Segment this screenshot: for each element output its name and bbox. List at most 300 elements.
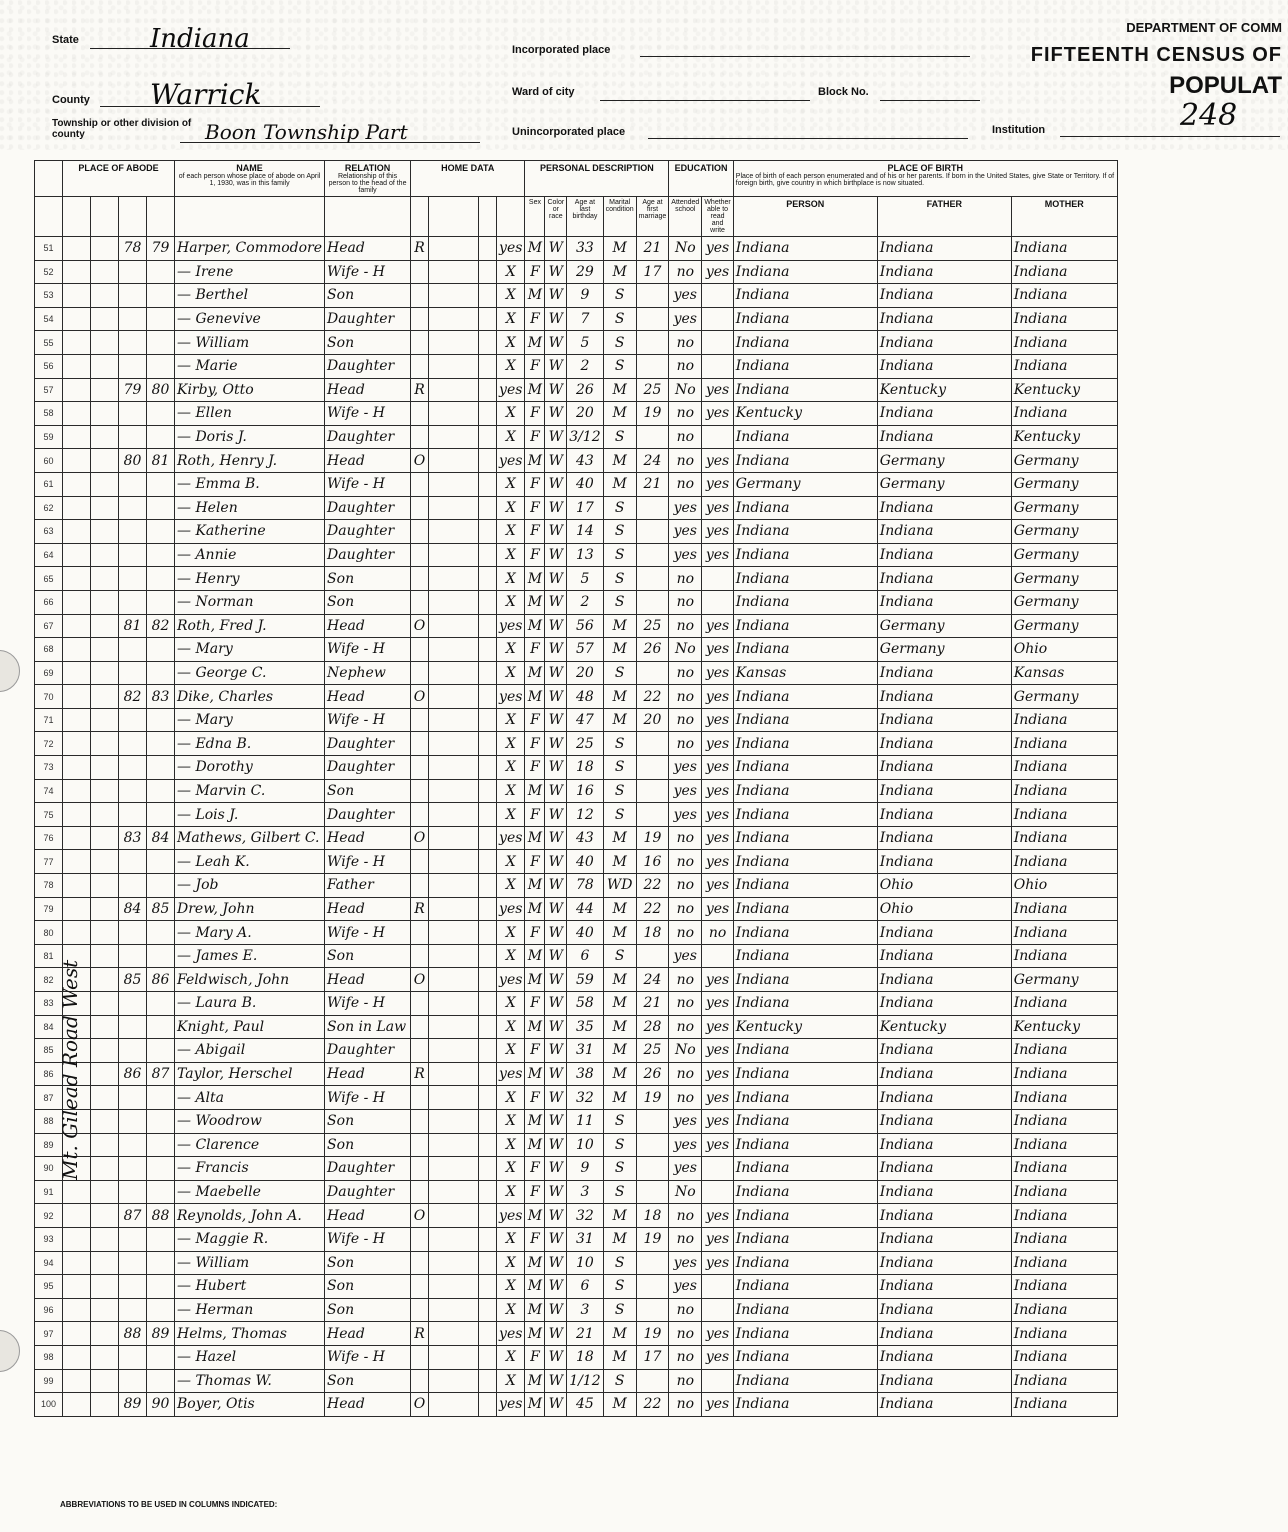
dwelling-number xyxy=(119,1369,147,1393)
race: W xyxy=(545,992,567,1016)
family-number xyxy=(147,1369,175,1393)
radio xyxy=(479,1322,497,1346)
home-value xyxy=(429,543,479,567)
radio xyxy=(479,685,497,709)
birthplace: Indiana xyxy=(733,520,877,544)
sub-radio xyxy=(479,197,497,237)
father-birthplace: Indiana xyxy=(877,520,1011,544)
person-name: — Clarence xyxy=(175,1133,325,1157)
house-number xyxy=(91,567,119,591)
relation: Son xyxy=(325,590,411,614)
sub-marital: Marital condition xyxy=(603,197,636,237)
table-row xyxy=(35,850,1118,874)
tenure xyxy=(411,1015,429,1039)
farm: yes xyxy=(497,1204,525,1228)
school: no xyxy=(669,354,702,378)
read-write: no xyxy=(702,921,733,945)
person-name: — Leah K. xyxy=(175,850,325,874)
father-birthplace: Indiana xyxy=(877,708,1011,732)
relation: Head xyxy=(325,826,411,850)
home-value xyxy=(429,520,479,544)
house-number xyxy=(91,284,119,308)
father-birthplace: Indiana xyxy=(877,307,1011,331)
father-birthplace: Indiana xyxy=(877,1204,1011,1228)
marital: S xyxy=(603,307,636,331)
line-number: 83 xyxy=(35,992,63,1016)
tenure xyxy=(411,520,429,544)
sex: F xyxy=(525,756,545,780)
read-write: yes xyxy=(702,968,733,992)
father-birthplace: Indiana xyxy=(877,1180,1011,1204)
table-row xyxy=(35,756,1118,780)
sex: M xyxy=(525,1298,545,1322)
farm: X xyxy=(497,472,525,496)
house-number xyxy=(91,520,119,544)
marital: S xyxy=(603,520,636,544)
line-number: 86 xyxy=(35,1062,63,1086)
radio xyxy=(479,1345,497,1369)
person-name: — George C. xyxy=(175,661,325,685)
mother-birthplace: Germany xyxy=(1011,520,1117,544)
sex: M xyxy=(525,237,545,261)
age: 20 xyxy=(567,661,603,685)
sub-school: Attended school xyxy=(669,197,702,237)
home-value xyxy=(429,1275,479,1299)
read-write xyxy=(702,567,733,591)
line-number: 74 xyxy=(35,779,63,803)
father-birthplace: Indiana xyxy=(877,260,1011,284)
radio xyxy=(479,378,497,402)
radio xyxy=(479,756,497,780)
read-write: yes xyxy=(702,708,733,732)
birthplace: Indiana xyxy=(733,1039,877,1063)
radio xyxy=(479,732,497,756)
line-number: 65 xyxy=(35,567,63,591)
read-write: yes xyxy=(702,260,733,284)
father-birthplace: Indiana xyxy=(877,284,1011,308)
farm: yes xyxy=(497,1322,525,1346)
mother-birthplace: Indiana xyxy=(1011,803,1117,827)
dwelling-number xyxy=(119,1086,147,1110)
census-title: FIFTEENTH CENSUS OF xyxy=(1030,44,1282,66)
marital: S xyxy=(603,1251,636,1275)
race: W xyxy=(545,1322,567,1346)
tenure xyxy=(411,402,429,426)
mother-birthplace: Germany xyxy=(1011,590,1117,614)
age: 2 xyxy=(567,590,603,614)
farm: X xyxy=(497,1015,525,1039)
house-number xyxy=(91,1345,119,1369)
tenure xyxy=(411,331,429,355)
tenure: R xyxy=(411,897,429,921)
unincorporated-line xyxy=(648,138,968,139)
race: W xyxy=(545,284,567,308)
father-birthplace: Indiana xyxy=(877,1086,1011,1110)
race: W xyxy=(545,1251,567,1275)
line-number: 90 xyxy=(35,1157,63,1181)
marital: M xyxy=(603,638,636,662)
school: no xyxy=(669,661,702,685)
birthplace: Indiana xyxy=(733,921,877,945)
age-marriage: 21 xyxy=(636,472,669,496)
home-value xyxy=(429,1298,479,1322)
house-number xyxy=(91,614,119,638)
father-birthplace: Germany xyxy=(877,449,1011,473)
radio xyxy=(479,1369,497,1393)
tenure xyxy=(411,708,429,732)
birthplace: Indiana xyxy=(733,1369,877,1393)
mother-birthplace: Indiana xyxy=(1011,402,1117,426)
person-name: Roth, Fred J. xyxy=(175,614,325,638)
house-number xyxy=(91,1227,119,1251)
line-number: 64 xyxy=(35,543,63,567)
school: no xyxy=(669,1298,702,1322)
table-row xyxy=(35,1039,1118,1063)
sub-line xyxy=(35,197,63,237)
sex: F xyxy=(525,803,545,827)
family-number xyxy=(147,590,175,614)
person-name: — Herman xyxy=(175,1298,325,1322)
incorporated-line xyxy=(640,56,970,57)
birthplace: Indiana xyxy=(733,850,877,874)
sex: M xyxy=(525,1369,545,1393)
age-marriage: 19 xyxy=(636,1086,669,1110)
tenure xyxy=(411,779,429,803)
tenure: O xyxy=(411,614,429,638)
birthplace: Indiana xyxy=(733,874,877,898)
table-row xyxy=(35,590,1118,614)
race: W xyxy=(545,921,567,945)
race: W xyxy=(545,425,567,449)
home-value xyxy=(429,638,479,662)
person-name: Roth, Henry J. xyxy=(175,449,325,473)
father-birthplace: Indiana xyxy=(877,1345,1011,1369)
marital: S xyxy=(603,284,636,308)
age-marriage: 28 xyxy=(636,1015,669,1039)
line-number: 81 xyxy=(35,944,63,968)
father-birthplace: Indiana xyxy=(877,661,1011,685)
birthplace: Indiana xyxy=(733,1180,877,1204)
read-write xyxy=(702,944,733,968)
race: W xyxy=(545,803,567,827)
radio xyxy=(479,1157,497,1181)
birthplace: Indiana xyxy=(733,1322,877,1346)
house-number xyxy=(91,897,119,921)
relation: Wife - H xyxy=(325,1086,411,1110)
binder-hole-top xyxy=(0,650,20,692)
farm: yes xyxy=(497,968,525,992)
person-name: — Abigail xyxy=(175,1039,325,1063)
dwelling-number: 86 xyxy=(119,1062,147,1086)
radio xyxy=(479,1204,497,1228)
dwelling-number xyxy=(119,307,147,331)
age: 32 xyxy=(567,1204,603,1228)
mother-birthplace: Indiana xyxy=(1011,1322,1117,1346)
township-label: Township or other division of county xyxy=(52,118,192,140)
person-name: — Mary xyxy=(175,638,325,662)
birthplace: Indiana xyxy=(733,1345,877,1369)
farm: yes xyxy=(497,685,525,709)
tenure xyxy=(411,874,429,898)
farm: X xyxy=(497,543,525,567)
marital: S xyxy=(603,661,636,685)
school: no xyxy=(669,992,702,1016)
home-value xyxy=(429,1039,479,1063)
marital: M xyxy=(603,1062,636,1086)
street xyxy=(63,472,91,496)
race: W xyxy=(545,708,567,732)
age: 31 xyxy=(567,1227,603,1251)
race: W xyxy=(545,260,567,284)
person-name: — Maggie R. xyxy=(175,1227,325,1251)
race: W xyxy=(545,1015,567,1039)
radio xyxy=(479,237,497,261)
family-number: 85 xyxy=(147,897,175,921)
read-write: yes xyxy=(702,874,733,898)
dwelling-number xyxy=(119,425,147,449)
house-number xyxy=(91,732,119,756)
sex: F xyxy=(525,1345,545,1369)
mother-birthplace: Indiana xyxy=(1011,732,1117,756)
marital: S xyxy=(603,425,636,449)
birthplace: Indiana xyxy=(733,449,877,473)
radio xyxy=(479,496,497,520)
dwelling-number xyxy=(119,779,147,803)
house-number xyxy=(91,425,119,449)
school: yes xyxy=(669,1109,702,1133)
dwelling-number xyxy=(119,1109,147,1133)
read-write: yes xyxy=(702,1227,733,1251)
age: 3 xyxy=(567,1298,603,1322)
person-name: Dike, Charles xyxy=(175,685,325,709)
race: W xyxy=(545,1086,567,1110)
read-write: yes xyxy=(702,732,733,756)
tenure xyxy=(411,756,429,780)
table-row xyxy=(35,567,1118,591)
radio xyxy=(479,284,497,308)
read-write: yes xyxy=(702,1204,733,1228)
marital: M xyxy=(603,1322,636,1346)
mother-birthplace: Indiana xyxy=(1011,307,1117,331)
marital: M xyxy=(603,614,636,638)
farm: X xyxy=(497,1180,525,1204)
read-write xyxy=(702,1298,733,1322)
street xyxy=(63,590,91,614)
table-row xyxy=(35,1275,1118,1299)
line-number: 63 xyxy=(35,520,63,544)
house-number xyxy=(91,874,119,898)
father-birthplace: Indiana xyxy=(877,1133,1011,1157)
age-marriage xyxy=(636,732,669,756)
read-write: yes xyxy=(702,897,733,921)
age: 25 xyxy=(567,732,603,756)
birthplace: Indiana xyxy=(733,354,877,378)
birthplace: Indiana xyxy=(733,803,877,827)
sex: M xyxy=(525,661,545,685)
father-birthplace: Indiana xyxy=(877,1298,1011,1322)
father-birthplace: Kentucky xyxy=(877,1015,1011,1039)
dwelling-number xyxy=(119,331,147,355)
age-marriage xyxy=(636,1275,669,1299)
col-relation-header xyxy=(325,161,411,197)
school: yes xyxy=(669,1251,702,1275)
age-marriage xyxy=(636,944,669,968)
table-row xyxy=(35,708,1118,732)
house-number xyxy=(91,378,119,402)
table-row xyxy=(35,496,1118,520)
sub-dwelling xyxy=(119,197,147,237)
dwelling-number xyxy=(119,284,147,308)
age-marriage xyxy=(636,1298,669,1322)
age-marriage xyxy=(636,543,669,567)
family-number: 88 xyxy=(147,1204,175,1228)
father-birthplace: Ohio xyxy=(877,897,1011,921)
school: yes xyxy=(669,543,702,567)
table-row xyxy=(35,402,1118,426)
township-value: Boon Township Part xyxy=(205,120,408,144)
race: W xyxy=(545,307,567,331)
birthplace: Kansas xyxy=(733,661,877,685)
farm: X xyxy=(497,496,525,520)
mother-birthplace: Kentucky xyxy=(1011,1015,1117,1039)
table-row xyxy=(35,472,1118,496)
house-number xyxy=(91,237,119,261)
house-number xyxy=(91,1157,119,1181)
age-marriage: 17 xyxy=(636,260,669,284)
father-birthplace: Germany xyxy=(877,472,1011,496)
home-value xyxy=(429,1109,479,1133)
family-number: 81 xyxy=(147,449,175,473)
dwelling-number xyxy=(119,708,147,732)
line-number: 71 xyxy=(35,708,63,732)
age-marriage: 26 xyxy=(636,638,669,662)
sex: M xyxy=(525,378,545,402)
marital: M xyxy=(603,1086,636,1110)
farm: yes xyxy=(497,897,525,921)
street xyxy=(63,756,91,780)
line-number: 92 xyxy=(35,1204,63,1228)
age: 18 xyxy=(567,1345,603,1369)
school: No xyxy=(669,237,702,261)
marital: M xyxy=(603,1204,636,1228)
age: 35 xyxy=(567,1015,603,1039)
line-number: 78 xyxy=(35,874,63,898)
family-number xyxy=(147,756,175,780)
mother-birthplace: Indiana xyxy=(1011,1345,1117,1369)
relation: Son xyxy=(325,1369,411,1393)
relation: Son xyxy=(325,1251,411,1275)
race: W xyxy=(545,685,567,709)
father-birthplace: Germany xyxy=(877,614,1011,638)
home-value xyxy=(429,472,479,496)
family-number xyxy=(147,260,175,284)
sex: M xyxy=(525,685,545,709)
age-marriage: 22 xyxy=(636,1393,669,1417)
race: W xyxy=(545,614,567,638)
family-number xyxy=(147,1275,175,1299)
mother-birthplace: Germany xyxy=(1011,496,1117,520)
table-row xyxy=(35,1109,1118,1133)
marital: M xyxy=(603,237,636,261)
father-birthplace: Indiana xyxy=(877,992,1011,1016)
tenure xyxy=(411,1109,429,1133)
school: no xyxy=(669,402,702,426)
line-number: 89 xyxy=(35,1133,63,1157)
read-write xyxy=(702,1369,733,1393)
house-number xyxy=(91,826,119,850)
home-value xyxy=(429,850,479,874)
tenure xyxy=(411,1369,429,1393)
birthplace: Kentucky xyxy=(733,1015,877,1039)
street xyxy=(63,543,91,567)
dwelling-number: 84 xyxy=(119,897,147,921)
school: yes xyxy=(669,307,702,331)
radio xyxy=(479,992,497,1016)
relation: Wife - H xyxy=(325,1345,411,1369)
race: W xyxy=(545,897,567,921)
col-name-title: NAME xyxy=(236,163,263,173)
age-marriage xyxy=(636,307,669,331)
age: 3/12 xyxy=(567,425,603,449)
sex: M xyxy=(525,1322,545,1346)
sub-person: PERSON xyxy=(733,197,877,237)
line-number: 98 xyxy=(35,1345,63,1369)
birthplace: Indiana xyxy=(733,779,877,803)
sex: M xyxy=(525,284,545,308)
person-name: — William xyxy=(175,1251,325,1275)
sub-farm xyxy=(497,197,525,237)
birthplace: Indiana xyxy=(733,1393,877,1417)
family-number xyxy=(147,1345,175,1369)
age: 33 xyxy=(567,237,603,261)
home-value xyxy=(429,378,479,402)
street xyxy=(63,496,91,520)
table-row xyxy=(35,1157,1118,1181)
read-write xyxy=(702,1157,733,1181)
home-value xyxy=(429,449,479,473)
age-marriage xyxy=(636,1251,669,1275)
dwelling-number xyxy=(119,1227,147,1251)
age: 43 xyxy=(567,826,603,850)
tenure xyxy=(411,543,429,567)
relation: Daughter xyxy=(325,496,411,520)
farm: X xyxy=(497,284,525,308)
family-number: 83 xyxy=(147,685,175,709)
marital: S xyxy=(603,1275,636,1299)
race: W xyxy=(545,402,567,426)
school: no xyxy=(669,897,702,921)
home-value xyxy=(429,402,479,426)
sex: F xyxy=(525,1086,545,1110)
marital: M xyxy=(603,708,636,732)
tenure xyxy=(411,354,429,378)
school: yes xyxy=(669,1275,702,1299)
marital: S xyxy=(603,567,636,591)
family-number xyxy=(147,284,175,308)
tenure xyxy=(411,732,429,756)
person-name: Reynolds, John A. xyxy=(175,1204,325,1228)
line-number: 94 xyxy=(35,1251,63,1275)
mother-birthplace: Indiana xyxy=(1011,1062,1117,1086)
age-marriage xyxy=(636,779,669,803)
line-number: 75 xyxy=(35,803,63,827)
sex: M xyxy=(525,1251,545,1275)
population-title: POPULAT xyxy=(1169,72,1282,99)
relation: Wife - H xyxy=(325,921,411,945)
birthplace: Indiana xyxy=(733,1086,877,1110)
col-birth-desc: Place of birth of each person enumerated and of his or her parents. If born in the United States, give State or Territory. If of foreign birth, give country in which birthplace is now situated. xyxy=(735,173,1115,187)
read-write: yes xyxy=(702,449,733,473)
